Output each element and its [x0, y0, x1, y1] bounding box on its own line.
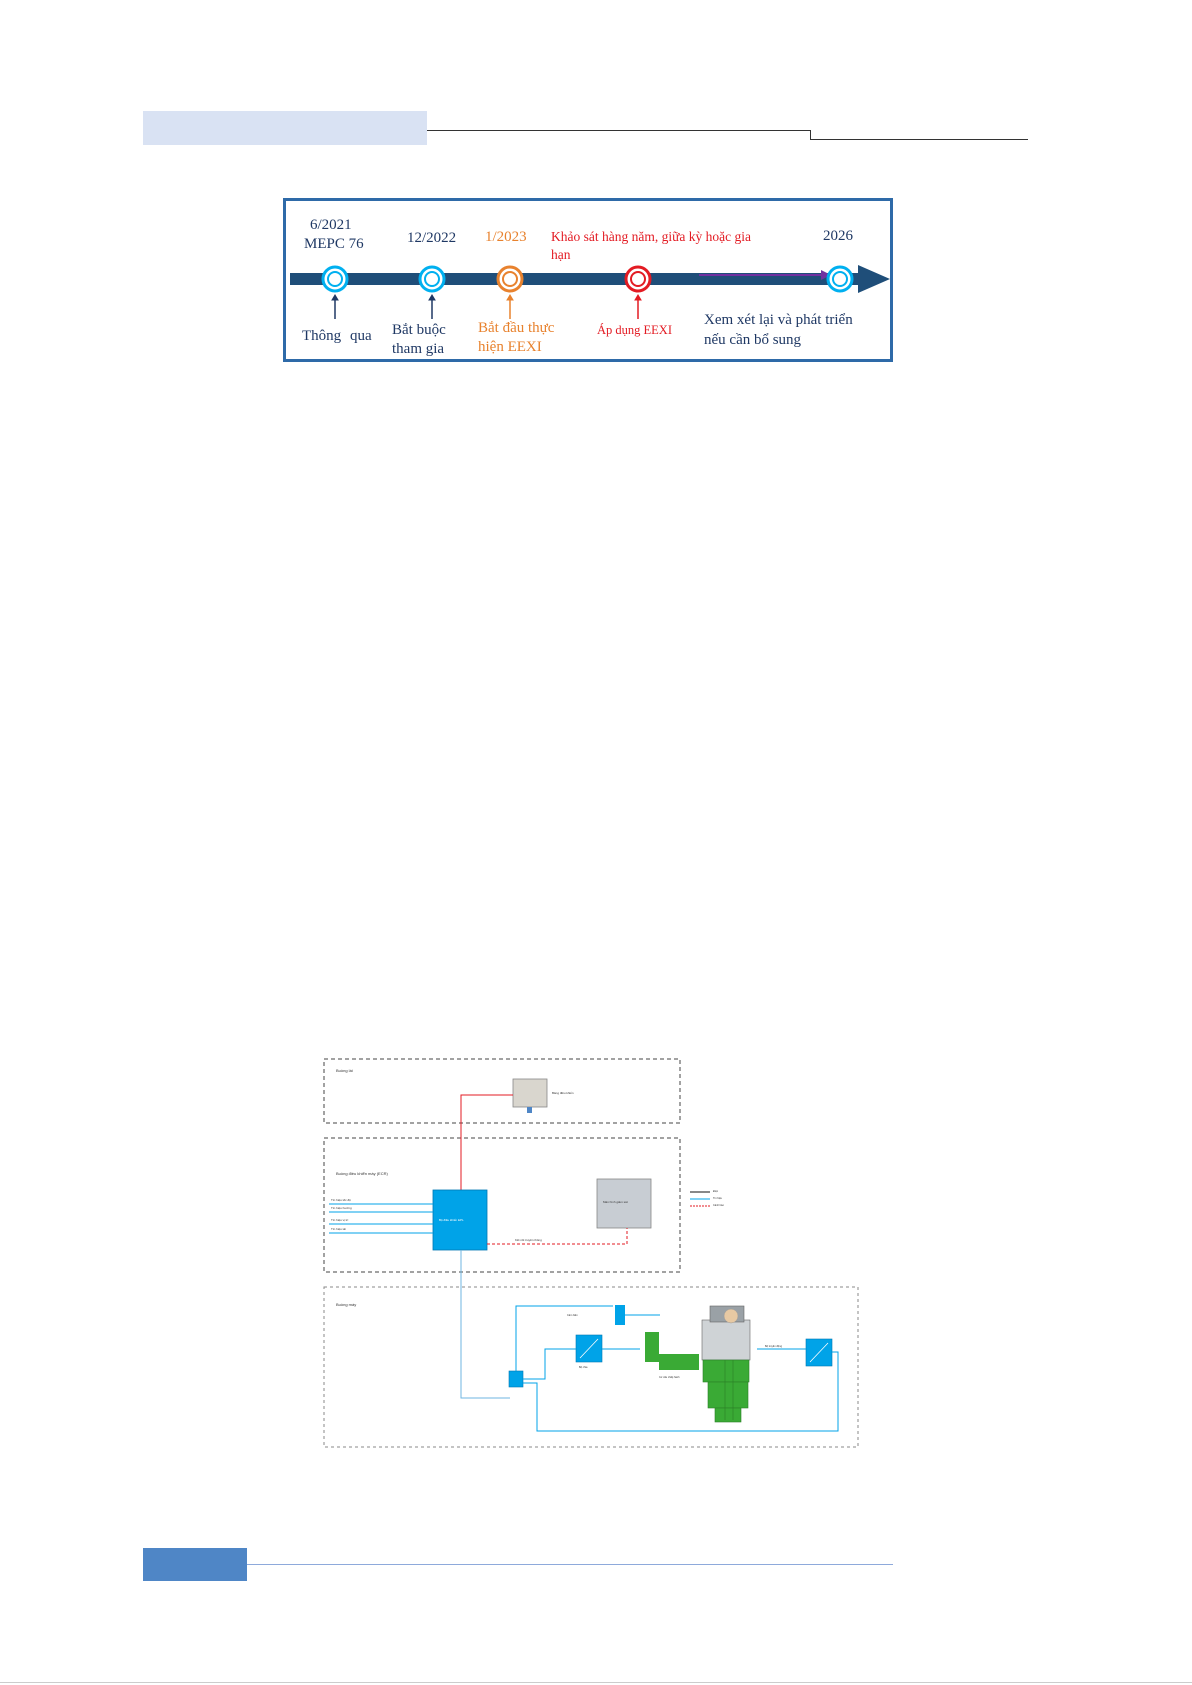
review-note-line2: nếu cần bổ sung — [704, 332, 802, 348]
timeline-arrow-head — [858, 265, 890, 293]
signal-4-label: Tín hiệu tải — [331, 1227, 346, 1231]
header-rule-right — [810, 139, 1028, 140]
monitor-label: Màn hình giám sát — [603, 1200, 628, 1204]
header-rule-step — [810, 130, 811, 139]
milestone-ring-3 — [498, 267, 522, 291]
zone-bridge-frame — [324, 1059, 680, 1123]
diagram-graphic — [315, 1058, 860, 1448]
milestone-ring-1 — [323, 267, 347, 291]
milestone-ring-2 — [420, 267, 444, 291]
actuator-box — [615, 1305, 625, 1325]
milestone-1-caption-a: Thông — [302, 328, 342, 344]
link-label: Kết nối truyền thông — [515, 1238, 542, 1242]
bridge-panel-box — [513, 1079, 547, 1107]
signal-1-label: Tín hiệu tốc độ — [331, 1198, 351, 1202]
main-engine-illustration — [645, 1306, 750, 1422]
milestone-1-date: 6/2021 — [310, 217, 352, 233]
survey-note-line2: hạn — [551, 247, 571, 262]
signal-3-label: Tín hiệu vị trí — [331, 1218, 349, 1222]
splitter-label: Bộ chia — [579, 1366, 588, 1369]
pointer-arrow-4 — [635, 295, 641, 319]
milestone-4-caption: Áp dụng EEXI — [597, 323, 672, 337]
pointer-arrow-3 — [507, 295, 513, 319]
footer-rule — [247, 1564, 893, 1565]
legend-3-label: Cảnh báo — [713, 1204, 724, 1207]
milestone-ring-4 — [626, 267, 650, 291]
header-band — [143, 111, 427, 145]
zone-bridge-label: Buồng lái — [336, 1068, 353, 1073]
milestone-1-caption-b: qua — [350, 328, 372, 344]
bridge-panel-label: Bảng điều khiển — [552, 1091, 574, 1095]
milestone-3-date: 1/2023 — [485, 229, 527, 245]
signal-2-label: Tín hiệu hướng — [331, 1206, 352, 1210]
link-red-dashed — [487, 1228, 627, 1244]
milestone-2-caption-a: Bắt buộc — [392, 322, 446, 338]
pointer-arrow-1 — [332, 295, 338, 319]
zone-engine-room-frame — [324, 1287, 858, 1447]
milestone-2-date: 12/2022 — [407, 230, 457, 246]
control-unit-label: Bộ điều khiển EPL — [439, 1218, 464, 1222]
legend-1-label: Điện — [713, 1190, 719, 1193]
zone-engine-room-label: Buồng máy — [336, 1302, 357, 1307]
header-rule — [427, 130, 810, 131]
milestone-5-date: 2026 — [823, 228, 853, 244]
milestone-3-caption-b: hiện EEXI — [478, 339, 542, 355]
milestone-3-caption-a: Bắt đầu thực — [478, 320, 555, 336]
page-bottom-rule — [0, 1682, 1192, 1683]
zone-control-room-label: Buồng điều khiển máy (ECR) — [336, 1171, 388, 1176]
pointer-arrow-2 — [429, 295, 435, 319]
milestone-2-caption-b: tham gia — [392, 341, 445, 357]
milestone-ring-5 — [828, 267, 852, 291]
review-note-line1: Xem xét lại và phát triển — [704, 312, 853, 328]
sensor-label: Cảm biến — [567, 1314, 578, 1317]
milestone-1-meeting: MEPC 76 — [304, 236, 364, 252]
sensor-small-box — [509, 1371, 523, 1387]
epl-system-diagram — [315, 1058, 860, 1448]
footer-band — [143, 1548, 247, 1581]
survey-note-line1: Khảo sát hàng năm, giữa kỳ hoặc gia — [551, 229, 752, 244]
legend-2-label: Tín hiệu — [713, 1197, 723, 1200]
actuator-label: Cơ cấu chấp hành — [659, 1376, 680, 1379]
drive-label: Bộ truyền động — [765, 1345, 782, 1348]
eexi-timeline-figure — [283, 198, 893, 362]
